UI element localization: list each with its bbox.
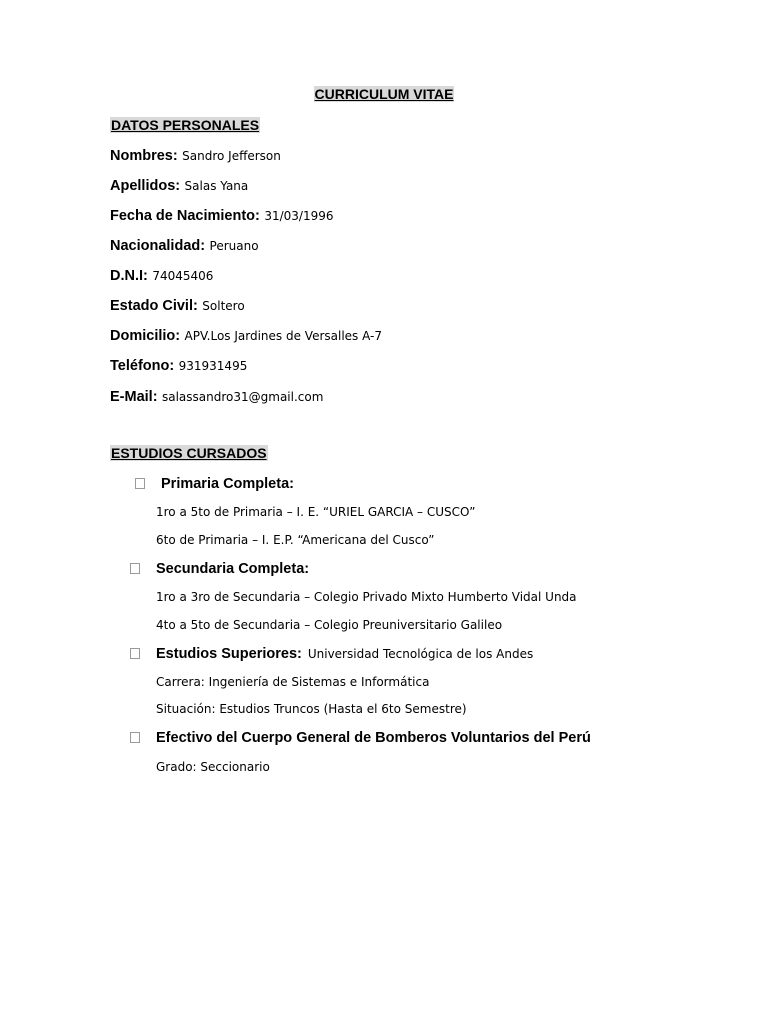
section-heading-text: ESTUDIOS CURSADOS (111, 445, 267, 461)
study-item-secundaria (130, 561, 309, 577)
field-label: Nombres: (110, 148, 178, 164)
study-item-superiores (130, 646, 533, 662)
square-bullet-icon (130, 563, 140, 574)
field-value: Soltero (202, 299, 245, 313)
study-line: 6to de Primaria – I. E.P. “Americana del Cusco” (156, 533, 435, 547)
study-item-title: Efectivo del Cuerpo General de Bomberos Voluntarios del Perú (156, 730, 591, 746)
document-title-text: CURRICULUM VITAE (314, 86, 454, 102)
field-fecha-nacimiento (110, 207, 334, 225)
section-heading-estudios (110, 445, 268, 461)
field-value: Peruano (209, 239, 259, 253)
study-line: Situación: Estudios Truncos (Hasta el 6to Semestre) (156, 702, 467, 716)
study-item-title: Estudios Superiores: (156, 646, 302, 662)
study-item-title: Secundaria Completa: (156, 561, 310, 577)
study-line: 1ro a 5to de Primaria – I. E. “URIEL GARCIA – CUSCO” (156, 505, 476, 519)
study-line: Carrera: Ingeniería de Sistemas e Informática (156, 675, 430, 689)
field-label: Apellidos: (110, 178, 181, 194)
field-value: 31/03/1996 (264, 209, 334, 223)
study-line: 1ro a 3ro de Secundaria – Colegio Privado Mixto Humberto Vidal Unda (156, 590, 577, 604)
field-value: salassandro31@gmail.com (161, 390, 324, 404)
section-heading-text: DATOS PERSONALES (111, 117, 260, 133)
study-item-extra: Universidad Tecnológica de los Andes (307, 647, 534, 661)
field-label: Teléfono: (110, 358, 175, 374)
study-item-primaria (135, 476, 294, 492)
square-bullet-icon (130, 648, 140, 659)
field-nombres (110, 147, 281, 165)
study-item-title: Primaria Completa: (161, 476, 294, 492)
field-value: Sandro Jefferson (182, 149, 281, 163)
field-telefono (110, 357, 247, 375)
field-label: Nacionalidad: (110, 238, 206, 254)
field-label: D.N.I: (110, 268, 148, 284)
square-bullet-icon (135, 478, 145, 489)
field-domicilio (110, 327, 382, 345)
square-bullet-icon (130, 732, 140, 743)
study-line: 4to a 5to de Secundaria – Colegio Preuniversitario Galileo (156, 618, 503, 632)
field-value: 74045406 (152, 269, 214, 283)
field-value: 931931495 (178, 359, 248, 373)
field-label: Domicilio: (110, 328, 181, 344)
field-label: E-Mail: (110, 389, 158, 405)
section-heading-datos-personales (110, 117, 260, 133)
field-email (110, 388, 323, 406)
study-item-bomberos (130, 730, 591, 746)
field-nacionalidad (110, 237, 259, 255)
field-label: Estado Civil: (110, 298, 198, 314)
field-value: Salas Yana (184, 179, 249, 193)
field-estado-civil (110, 297, 245, 315)
document-title (0, 86, 768, 102)
field-label: Fecha de Nacimiento: (110, 208, 260, 224)
field-value: APV.Los Jardines de Versalles A-7 (184, 329, 383, 343)
study-line: Grado: Seccionario (156, 760, 270, 774)
field-dni (110, 267, 213, 285)
field-apellidos (110, 177, 248, 195)
